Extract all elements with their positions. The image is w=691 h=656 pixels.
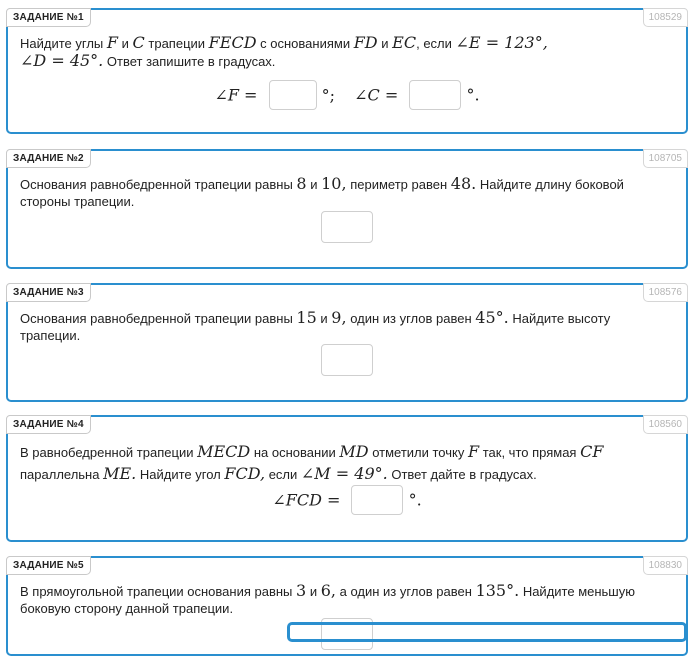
- task-card-1: [6, 8, 688, 134]
- task-text: Основания равнобедренной трапеции равны 8 и 10, периметр равен 48. Найдите длину боковой стороны трапеции.: [20, 174, 624, 209]
- task-text: Основания равнобедренной трапеции равны 15 и 9, один из углов равен 45°. Найдите высоту трапеции.: [20, 308, 611, 343]
- task-text: Найдите углы F и C трапеции FECD с основаниями FD и EC, если ∠E = 123°, ∠D = 45°. Ответ запишите в градусах.: [20, 33, 548, 70]
- answer-input[interactable]: [321, 211, 373, 243]
- answer-input-f[interactable]: [269, 80, 317, 110]
- task-id: 108576: [643, 283, 688, 302]
- task-title: ЗАДАНИЕ №3: [6, 283, 91, 302]
- task-card-3: [6, 283, 688, 402]
- task-title: ЗАДАНИЕ №2: [6, 149, 91, 168]
- answer-input-c[interactable]: [409, 80, 461, 110]
- task-title: ЗАДАНИЕ №1: [6, 8, 91, 27]
- task-text: В прямоугольной трапеции основания равны 3 и 6, а один из углов равен 135°. Найдите меньшую боковую сторону данной трапеции.: [20, 581, 635, 616]
- task-text: В равнобедренной трапеции MECD на основании MD отметили точку F так, что прямая CF параллельна ME. Найдите угол FCD, если ∠M = 49°. Ответ дайте в градусах.: [20, 442, 604, 483]
- answer-input[interactable]: [321, 344, 373, 376]
- task-card-2: [6, 149, 688, 269]
- answer-row: ∠FCD = °.: [8, 485, 686, 515]
- task-id: 108529: [643, 8, 688, 27]
- task-id: 108560: [643, 415, 688, 434]
- answer-input-fcd[interactable]: [351, 485, 403, 515]
- selection-highlight: [287, 622, 687, 642]
- task-card-4: [6, 415, 688, 542]
- answer-row: ∠F = °; ∠C = °.: [8, 80, 686, 110]
- task-id: 108830: [643, 556, 688, 575]
- task-title: ЗАДАНИЕ №5: [6, 556, 91, 575]
- task-title: ЗАДАНИЕ №4: [6, 415, 91, 434]
- task-id: 108705: [643, 149, 688, 168]
